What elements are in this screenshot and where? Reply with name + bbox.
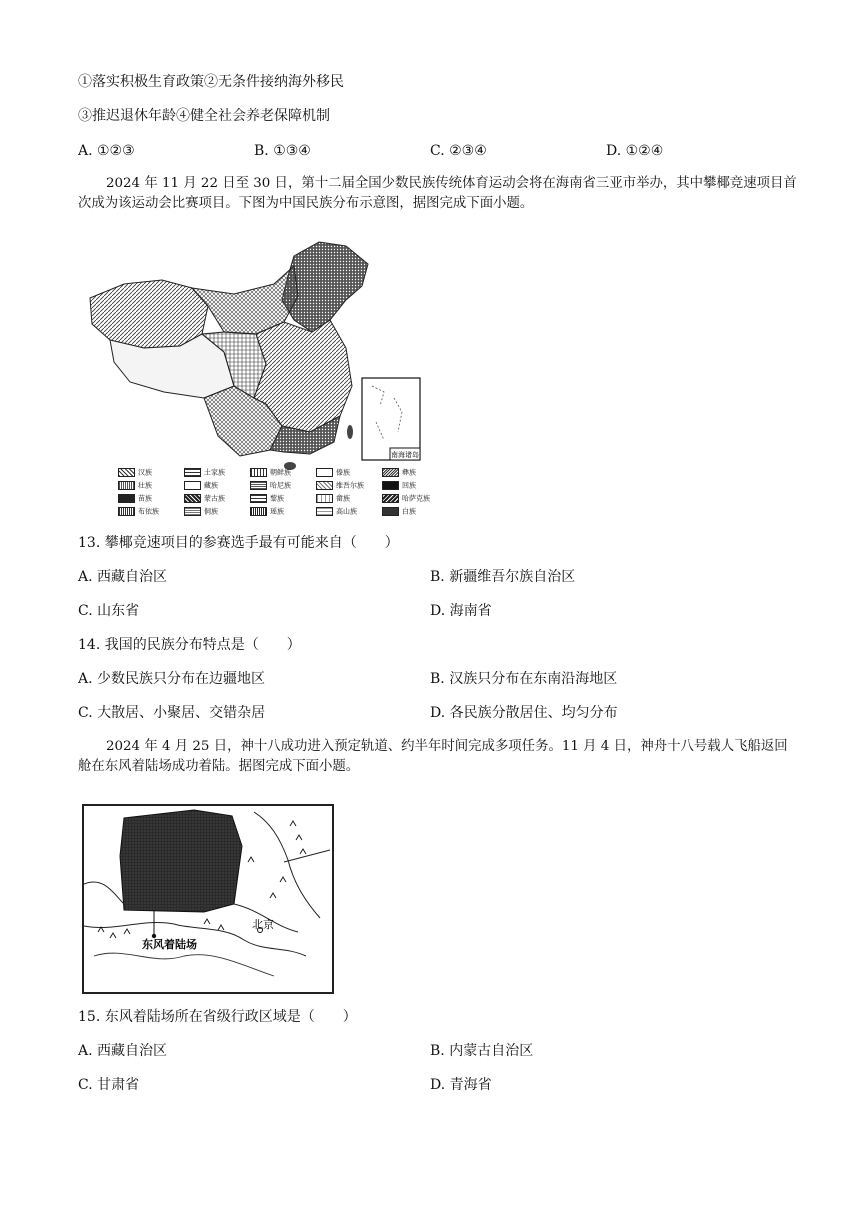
legend-item: 白族 (382, 507, 416, 517)
q14-option-c[interactable]: C. 大散居、小聚居、交错杂居 (78, 705, 266, 721)
passage-shenzhou (78, 737, 798, 777)
legend-item: 汉族 (118, 468, 152, 478)
legend-item: 藏族 (184, 481, 218, 491)
map-label-landing-site: 东风着陆场 (142, 939, 197, 951)
legend-item: 哈萨克族 (382, 494, 430, 504)
q12-option-c[interactable]: C. ②③④ (430, 143, 487, 159)
q15-option-a[interactable]: A. 西藏自治区 (78, 1043, 168, 1059)
q12-item-line-2: ③推迟退休年龄④健全社会养老保障机制 (78, 108, 330, 124)
q12-option-b[interactable]: B. ①③④ (254, 143, 311, 159)
landing-site-map-drawing (84, 806, 332, 992)
legend-item: 壮族 (118, 481, 152, 491)
q13-stem: 13. 攀椰竞速项目的参赛选手最有可能来自（ ） (78, 535, 399, 551)
q14-option-d[interactable]: D. 各民族分散居住、均匀分布 (430, 705, 618, 721)
passage-ethnic-games-text: 2024 年 11 月 22 日至 30 日，第十二届全国少数民族传统体育运动会将在海南省三亚市举办，其中攀椰竞速项目首次成为该运动会比赛项目。下图为中国民族分布示意图，据图完成下面小题。 (78, 176, 797, 211)
map-label-beijing: 北京 (252, 919, 274, 931)
legend-item: 黎族 (250, 494, 284, 504)
passage-shenzhou-text: 2024 年 4 月 25 日，神十八成功进入预定轨道、约半年时间完成多项任务。11 月 4 日，神舟十八号载人飞船返回舱在东风着陆场成功着陆。据图完成下面小题。 (78, 739, 788, 774)
q13-option-b[interactable]: B. 新疆维吾尔族自治区 (430, 569, 576, 585)
q12-option-a[interactable]: A. ①②③ (78, 143, 135, 159)
q12-option-d[interactable]: D. ①②④ (606, 143, 664, 159)
landing-site-map (82, 804, 334, 994)
legend-item: 哈尼族 (250, 481, 291, 491)
q15-option-c[interactable]: C. 甘肃省 (78, 1077, 140, 1093)
inset-label: 南海诸岛 (391, 451, 419, 459)
legend-item: 侗族 (184, 507, 218, 517)
legend-item: 蒙古族 (184, 494, 225, 504)
q15-option-b[interactable]: B. 内蒙古自治区 (430, 1043, 534, 1059)
q14-option-b[interactable]: B. 汉族只分布在东南沿海地区 (430, 671, 618, 687)
q15-option-d[interactable]: D. 青海省 (430, 1077, 492, 1093)
q13-option-d[interactable]: D. 海南省 (430, 603, 492, 619)
q14-stem: 14. 我国的民族分布特点是（ ） (78, 637, 301, 653)
legend-item: 畲族 (316, 494, 350, 504)
q13-option-c[interactable]: C. 山东省 (78, 603, 140, 619)
legend-item: 朝鲜族 (250, 468, 291, 478)
legend-item: 傣族 (316, 468, 350, 478)
legend-item: 高山族 (316, 507, 357, 517)
legend-item: 回族 (382, 481, 416, 491)
map-legend (118, 468, 448, 524)
q14-option-a[interactable]: A. 少数民族只分布在边疆地区 (78, 671, 266, 687)
legend-item: 土家族 (184, 468, 225, 478)
q13-option-a[interactable]: A. 西藏自治区 (78, 569, 168, 585)
legend-item: 维吾尔族 (316, 481, 364, 491)
legend-item: 瑶族 (250, 507, 284, 517)
legend-item: 彝族 (382, 468, 416, 478)
q12-item-line-1: ①落实积极生育政策②无条件接纳海外移民 (78, 74, 344, 90)
legend-item: 布依族 (118, 507, 159, 517)
q15-stem: 15. 东风着陆场所在省级行政区域是（ ） (78, 1009, 357, 1025)
passage-ethnic-games (78, 174, 798, 214)
legend-item: 苗族 (118, 494, 152, 504)
